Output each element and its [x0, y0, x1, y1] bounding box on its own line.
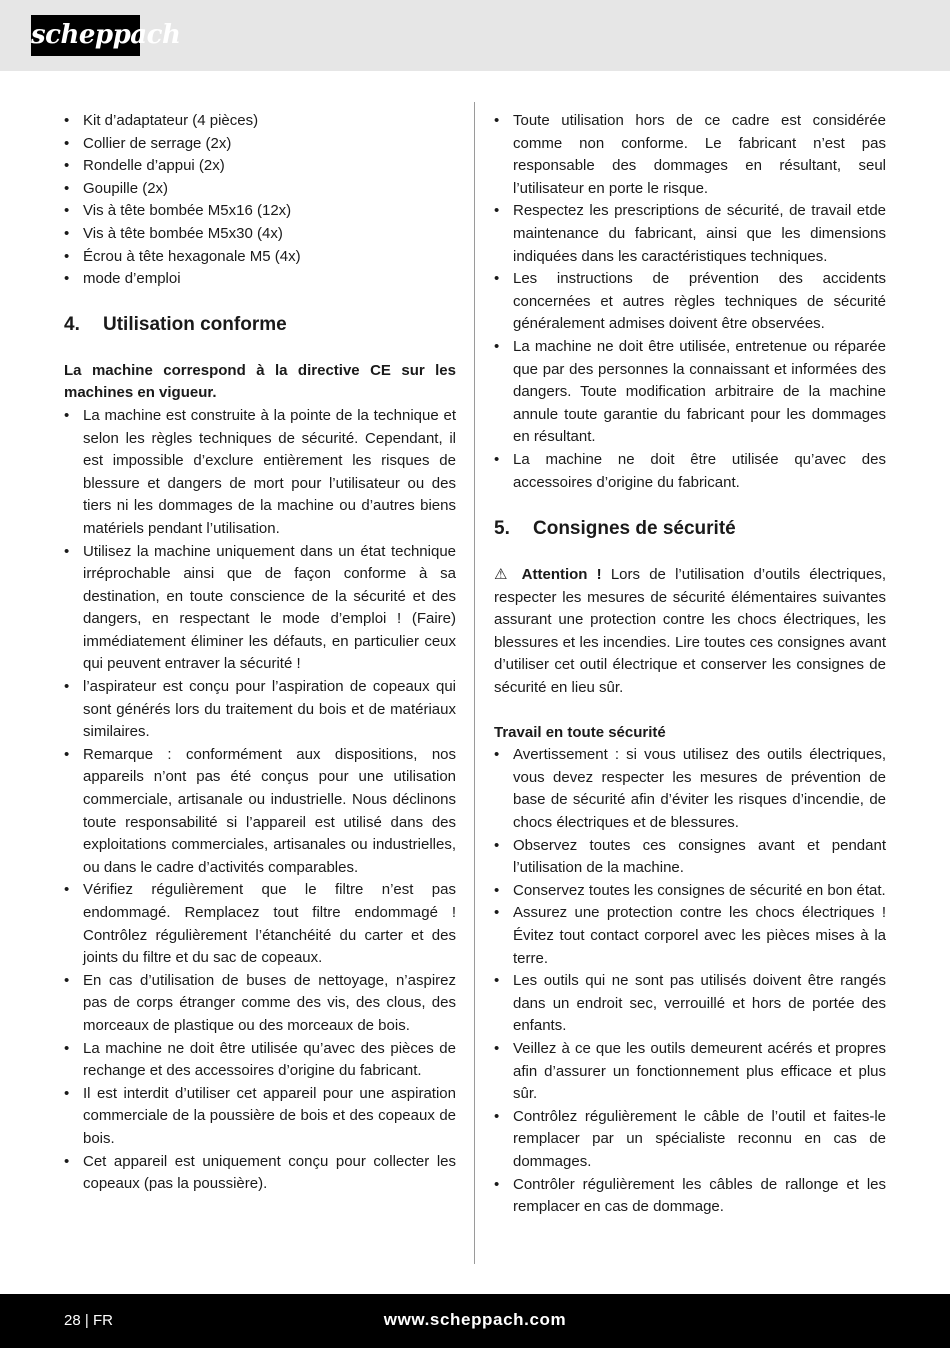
section-number: 4. — [64, 313, 80, 335]
footer-bar — [0, 1294, 950, 1348]
list-item: • Observez toutes ces consignes avant et pendant l’utilisation de la machine. — [494, 835, 886, 880]
list-item: • La machine ne doit être utilisée, entretenue ou réparée que par des personnes la connaissant et informées des dangers. Toute modification arbitraire de la machine annule toute garantie du fabricant pour les dommages en résultant. — [494, 336, 886, 449]
section-4-continued-list — [494, 110, 886, 494]
list-item: • La machine ne doit être utilisée qu’avec des pièces de rechange et des accessoires d’origine du fabricant. — [64, 1038, 456, 1083]
list-item: • Toute utilisation hors de ce cadre est considérée comme non conforme. Le fabricant n’est pas responsable des dommages en résultant, seul l’utilisateur en porte le risque. — [494, 110, 886, 200]
list-item: • Contrôlez régulièrement le câble de l’outil et faites-le remplacer par un spécialiste reconnu en cas de dommages. — [494, 1106, 886, 1174]
website-url: www.scheppach.com — [383, 1310, 567, 1329]
section-4-lead: La machine correspond à la directive CE sur les machines en vigueur. — [64, 361, 456, 402]
column-divider — [474, 102, 475, 1264]
section-title: Consignes de sécurité — [533, 518, 736, 540]
list-item: • Utilisez la machine uniquement dans un état technique irréprochable ainsi que de façon conforme à sa destination, en toute conscience de la sécurité et des dangers, en respectant le mode d’emploi ! (Faire) immédiatement éliminer les défauts, en particulier ceux qui peuvent entraver la sécurité ! — [64, 541, 456, 677]
list-item: • La machine ne doit être utilisée qu’avec des accessoires d’origine du fabricant. — [494, 449, 886, 494]
right-column — [494, 110, 886, 1219]
list-item: • En cas d’utilisation de buses de nettoyage, n’aspirez pas de corps étranger comme des vis, des clous, des morceaux de plastique ou des morceaux de bois. — [64, 970, 456, 1038]
list-item: • Rondelle d’appui (2x) — [64, 155, 456, 178]
parts-list — [64, 110, 456, 291]
warning-paragraph — [494, 564, 886, 700]
list-item: • Il est interdit d’utiliser cet appareil pour une aspiration commerciale de la poussière de bois et des copeaux de bois. — [64, 1083, 456, 1151]
list-item: • La machine est construite à la pointe de la technique et selon les règles techniques de sécurité. Cependant, il est impossible d’exclure entièrement les risques de blessure et dangers de mort pour l’utilisateur ou des tiers ni les dommages de la machine ou d’autres biens matériels pendant l’utilisation. — [64, 405, 456, 541]
list-item: • Vis à tête bombée M5x30 (4x) — [64, 223, 456, 246]
list-item: • mode d’emploi — [64, 268, 456, 291]
section-4-heading — [64, 313, 456, 337]
list-item: • Goupille (2x) — [64, 178, 456, 201]
list-item: • Écrou à tête hexagonale M5 (4x) — [64, 246, 456, 269]
left-column — [64, 110, 456, 1196]
section-title: Utilisation conforme — [103, 313, 287, 335]
list-item: • Respectez les prescriptions de sécurité, de travail etde maintenance du fabricant, ainsi que les dimensions indiquées dans les caractéristiques techniques. — [494, 200, 886, 268]
page-number: 28 — [64, 1312, 81, 1329]
list-item: • Avertissement : si vous utilisez des outils électriques, vous devez respecter les mesures de prévention de base de sécurité afin d’éviter les risques d’incendie, de chocs électriques et de blessures. — [494, 744, 886, 834]
section-number: 5. — [494, 518, 510, 540]
warning-label: Attention ! — [521, 566, 602, 584]
footer-separator: | — [84, 1312, 89, 1329]
list-item: • Veillez à ce que les outils demeurent acérés et propres afin d’assurer un fonctionnement plus efficace et plus sûr. — [494, 1038, 886, 1106]
list-item: • Assurez une protection contre les chocs électriques ! Évitez tout contact corporel avec les pièces mises à la terre. — [494, 902, 886, 970]
subheading: Travail en toute sécurité — [494, 723, 666, 741]
list-item: • l’aspirateur est conçu pour l’aspiration de copeaux qui sont générés lors du traitement du bois et de matériaux similaires. — [64, 676, 456, 744]
list-item: • Conservez toutes les consignes de sécurité en bon état. — [494, 880, 886, 903]
list-item: • Collier de serrage (2x) — [64, 133, 456, 156]
section-4-list — [64, 405, 456, 1196]
list-item: • Les instructions de prévention des accidents concernées et autres règles techniques de sécurité généralement admises doivent être observées. — [494, 268, 886, 336]
section-5-heading — [494, 517, 886, 541]
warning-text: Lors de l’utilisation d’outils électriques, respecter les mesures de sécurité élémentaires suivantes assurant une protection contre les chocs électriques, les blessures et les incendies. Lire toutes ces consignes avant d’utiliser cet outil électrique et conserver les consignes de sécurité en lieu sûr. — [494, 566, 887, 697]
list-item: • Remarque : conformément aux dispositions, nos appareils n’ont pas été conçus pour une utilisation commerciale, artisanale ou industrielle. Nous déclinons toute responsabilité si l’appareil est utilisé dans des exploitations commerciales, artisanales ou industrielles, ou dans le cadre d’activités comparables. — [64, 744, 456, 880]
language-code: FR — [92, 1312, 113, 1329]
list-item: • Les outils qui ne sont pas utilisés doivent être rangés dans un endroit sec, verrouillé et hors de portée des enfants. — [494, 970, 886, 1038]
scheppach-logo: scheppach — [31, 15, 140, 56]
list-item: • Contrôler régulièrement les câbles de rallonge et les remplacer en cas de dommage. — [494, 1174, 886, 1219]
list-item: • Vis à tête bombée M5x16 (12x) — [64, 200, 456, 223]
list-item: • Vérifiez régulièrement que le filtre n’est pas endommagé. Remplacez tout filtre endommagé ! Contrôlez régulièrement l’étanchéité du carter et des joints du filtre et du sac de copeaux. — [64, 879, 456, 969]
warning-triangle-icon: ⚠ — [494, 566, 513, 584]
header-bar — [0, 0, 950, 71]
list-item: • Cet appareil est uniquement conçu pour collecter les copeaux (pas la poussière). — [64, 1151, 456, 1196]
list-item: • Kit d’adaptateur (4 pièces) — [64, 110, 456, 133]
section-5-list — [494, 744, 886, 1218]
